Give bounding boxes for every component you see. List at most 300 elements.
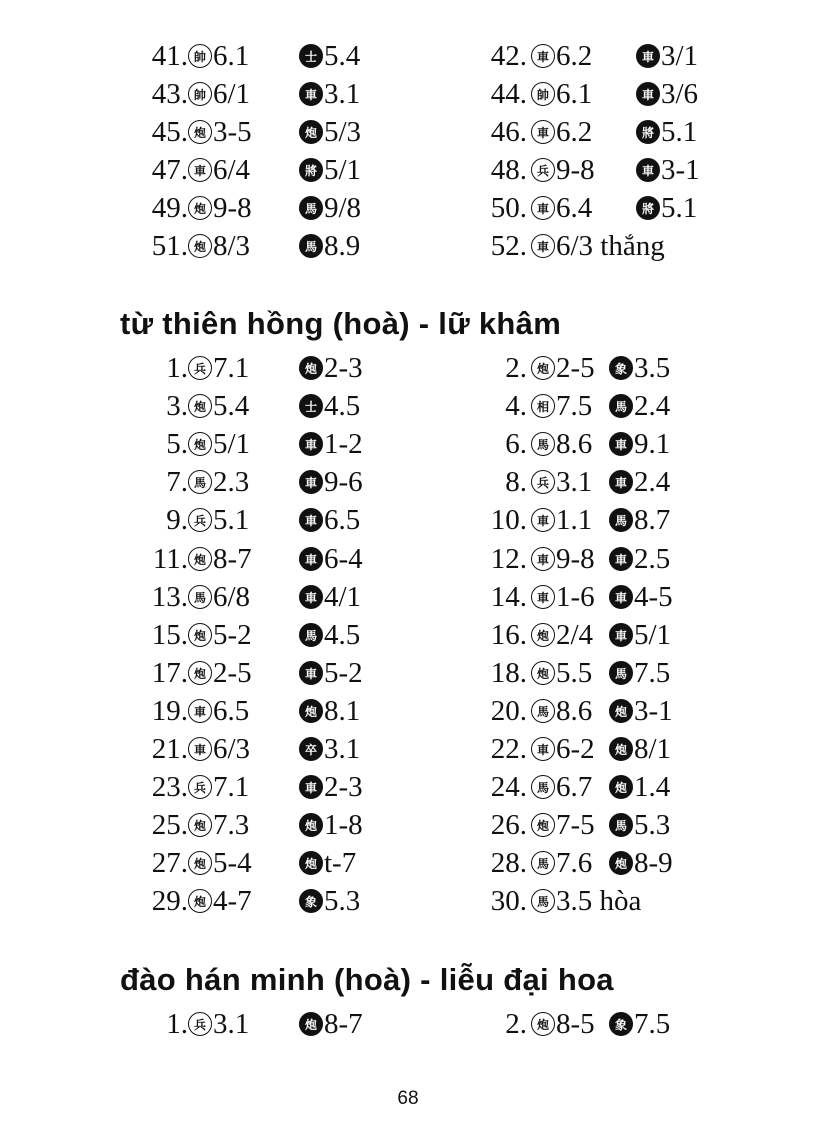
- black-move: [299, 464, 363, 500]
- black-move: [299, 731, 360, 767]
- move-number-text: 52.: [490, 230, 527, 262]
- red-move-notation: 1-6: [556, 580, 595, 613]
- black-piece-icon: 將: [636, 120, 660, 144]
- red-move-notation: 7.5: [556, 390, 593, 423]
- move-number: [457, 655, 527, 691]
- move-number-text: 8.: [505, 466, 527, 499]
- red-move-notation: 8-7: [213, 542, 252, 575]
- red-piece-icon: 炮: [531, 813, 555, 837]
- black-piece-icon: 車: [636, 158, 660, 182]
- black-move: [609, 1006, 670, 1042]
- move-number: [457, 845, 527, 881]
- move-number: [118, 114, 188, 150]
- black-move: [299, 617, 360, 653]
- red-move-notation: 9-8: [556, 154, 595, 186]
- move-number-text: 49.: [151, 192, 188, 224]
- black-piece-icon: 炮: [299, 120, 323, 144]
- red-piece-icon: 炮: [531, 623, 555, 647]
- move-number-text: 4.: [505, 390, 527, 423]
- move-number: [118, 845, 188, 881]
- move-number: [457, 579, 527, 615]
- red-move: [188, 190, 252, 226]
- move-number-text: 41.: [151, 40, 188, 72]
- black-move-notation: 9-6: [324, 466, 363, 499]
- black-piece-icon: 炮: [299, 813, 323, 837]
- red-piece-icon: 炮: [188, 661, 212, 685]
- move-number-text: 6.: [505, 428, 527, 461]
- move-number: [457, 883, 527, 919]
- move-number: [118, 1006, 188, 1042]
- move-number: [118, 807, 188, 843]
- red-move: [188, 426, 250, 462]
- black-move: [609, 579, 673, 615]
- move-number: [457, 76, 527, 112]
- red-piece-icon: 馬: [531, 889, 555, 913]
- black-piece-icon: 車: [609, 585, 633, 609]
- red-move: [188, 845, 252, 881]
- move-number-text: 44.: [490, 78, 527, 110]
- red-piece-icon: 車: [531, 120, 555, 144]
- red-piece-icon: 帥: [531, 82, 555, 106]
- red-move: [531, 769, 592, 805]
- red-piece-icon: 車: [188, 699, 212, 723]
- red-move-notation: 6-2: [556, 733, 595, 765]
- red-move: [188, 807, 249, 843]
- black-move-notation: 4.5: [324, 618, 361, 651]
- black-move: [299, 502, 360, 538]
- black-move: [609, 350, 670, 386]
- black-move: [636, 152, 700, 188]
- black-move: [609, 617, 671, 653]
- move-number-text: 19.: [151, 694, 188, 727]
- move-number-text: 48.: [490, 154, 527, 186]
- black-piece-icon: 車: [609, 432, 633, 456]
- black-move-notation: 6.5: [324, 504, 361, 537]
- red-move-notation: 2-5: [213, 656, 252, 689]
- red-move: [531, 541, 595, 577]
- red-move-notation: 6.1: [556, 78, 593, 110]
- black-move: [609, 769, 670, 805]
- red-piece-icon: 炮: [188, 234, 212, 258]
- red-piece-icon: 馬: [531, 851, 555, 875]
- red-piece-icon: 炮: [531, 356, 555, 380]
- black-move: [636, 76, 698, 112]
- black-piece-icon: 車: [299, 547, 323, 571]
- black-move-notation: 2.5: [634, 542, 671, 575]
- move-number-text: 27.: [151, 847, 188, 880]
- black-move-notation: 1-8: [324, 809, 363, 842]
- red-piece-icon: 炮: [188, 547, 212, 571]
- red-move-notation: 7.6: [556, 847, 593, 880]
- red-move-notation: 3.5 hòa: [556, 885, 642, 918]
- move-number-text: 15.: [151, 618, 188, 651]
- black-move-notation: 7.5: [634, 1008, 671, 1040]
- move-number: [118, 541, 188, 577]
- red-move: [188, 769, 249, 805]
- red-move: [531, 502, 592, 538]
- red-move: [531, 731, 595, 767]
- black-move: [299, 388, 360, 424]
- move-number-text: 42.: [490, 40, 527, 72]
- move-number-text: 13.: [151, 580, 188, 613]
- move-number: [457, 1006, 527, 1042]
- black-piece-icon: 卒: [299, 737, 323, 761]
- black-move-notation: 5/1: [324, 154, 362, 186]
- red-move-notation: 8/3: [213, 230, 251, 262]
- black-move: [299, 541, 363, 577]
- red-move-notation: 7.1: [213, 771, 250, 804]
- black-move-notation: 3/6: [661, 78, 699, 110]
- red-piece-icon: 馬: [188, 585, 212, 609]
- black-move-notation: 8-7: [324, 1008, 363, 1040]
- black-piece-icon: 馬: [609, 813, 633, 837]
- red-move-notation: 3.1: [213, 1008, 250, 1040]
- red-piece-icon: 車: [531, 737, 555, 761]
- black-piece-icon: 馬: [609, 394, 633, 418]
- black-move-notation: 5/3: [324, 116, 362, 148]
- red-move-notation: 9-8: [556, 542, 595, 575]
- red-move-notation: 5/1: [213, 428, 251, 461]
- black-piece-icon: 馬: [299, 234, 323, 258]
- black-move-notation: 1-2: [324, 428, 363, 461]
- red-move-notation: 5.4: [213, 390, 250, 423]
- black-move-notation: 5.1: [661, 192, 698, 224]
- move-number-text: 2.: [505, 352, 527, 384]
- black-move-notation: 4.5: [324, 390, 361, 423]
- move-number: [457, 731, 527, 767]
- red-piece-icon: 車: [531, 196, 555, 220]
- black-piece-icon: 象: [609, 356, 633, 380]
- red-move: [188, 502, 249, 538]
- red-move-notation: 3-5: [213, 116, 252, 148]
- move-number: [118, 502, 188, 538]
- red-move-notation: 5.5: [556, 656, 593, 689]
- black-piece-icon: 車: [299, 470, 323, 494]
- red-piece-icon: 車: [188, 158, 212, 182]
- red-move-notation: 4-7: [213, 885, 252, 918]
- move-number: [118, 579, 188, 615]
- black-move: [299, 38, 360, 74]
- move-number-text: 17.: [151, 656, 188, 689]
- game-heading: từ thiên hồng (hoà) - lữ khâm: [120, 306, 562, 341]
- black-move: [299, 1006, 363, 1042]
- black-move-notation: 8.9: [324, 230, 361, 262]
- black-move: [609, 731, 671, 767]
- move-number-text: 18.: [490, 656, 527, 689]
- black-move-notation: 4/1: [324, 580, 362, 613]
- move-number-text: 29.: [151, 885, 188, 918]
- move-number: [457, 502, 527, 538]
- move-number: [457, 807, 527, 843]
- move-number-text: 26.: [490, 809, 527, 842]
- black-piece-icon: 車: [299, 432, 323, 456]
- red-move-notation: 2.3: [213, 466, 250, 499]
- black-piece-icon: 車: [299, 661, 323, 685]
- move-number-text: 1.: [166, 352, 188, 384]
- black-move-notation: 8.7: [634, 504, 671, 537]
- move-number: [118, 76, 188, 112]
- move-number-text: 30.: [490, 885, 527, 918]
- red-move-notation: 7.1: [213, 352, 250, 384]
- red-move-notation: 1.1: [556, 504, 593, 537]
- red-move: [531, 1006, 595, 1042]
- red-piece-icon: 車: [188, 737, 212, 761]
- move-number-text: 11.: [152, 542, 188, 575]
- black-move-notation: 5.4: [324, 40, 361, 72]
- black-move: [609, 426, 670, 462]
- red-move: [531, 228, 665, 264]
- red-piece-icon: 炮: [531, 1012, 555, 1036]
- black-piece-icon: 車: [636, 44, 660, 68]
- red-move-notation: 6/8: [213, 580, 251, 613]
- red-move-notation: 6.4: [556, 192, 593, 224]
- black-piece-icon: 車: [609, 547, 633, 571]
- red-move-notation: 5-2: [213, 618, 252, 651]
- move-number: [457, 541, 527, 577]
- red-move: [188, 76, 250, 112]
- red-move-notation: 7-5: [556, 809, 595, 842]
- black-move-notation: 3-1: [661, 154, 700, 186]
- move-number: [457, 617, 527, 653]
- red-piece-icon: 車: [531, 547, 555, 571]
- black-move: [299, 769, 363, 805]
- move-number-text: 10.: [490, 504, 527, 537]
- red-piece-icon: 車: [531, 508, 555, 532]
- move-number-text: 16.: [490, 618, 527, 651]
- red-piece-icon: 炮: [188, 394, 212, 418]
- black-move-notation: 5/1: [634, 618, 672, 651]
- black-move-notation: 5-2: [324, 656, 363, 689]
- red-piece-icon: 帥: [188, 44, 212, 68]
- black-piece-icon: 士: [299, 44, 323, 68]
- red-piece-icon: 帥: [188, 82, 212, 106]
- move-number-text: 9.: [166, 504, 188, 537]
- red-move-notation: 5.1: [213, 504, 250, 537]
- red-move-notation: 6.1: [213, 40, 250, 72]
- black-piece-icon: 馬: [299, 623, 323, 647]
- black-piece-icon: 炮: [609, 737, 633, 761]
- move-number-text: 43.: [151, 78, 188, 110]
- move-number: [457, 152, 527, 188]
- red-move: [531, 426, 592, 462]
- red-move: [531, 114, 592, 150]
- black-move: [299, 350, 363, 386]
- black-move: [299, 655, 363, 691]
- black-piece-icon: 炮: [299, 851, 323, 875]
- move-number: [457, 190, 527, 226]
- game-heading: đào hán minh (hoà) - liễu đại hoa: [120, 962, 614, 997]
- black-move-notation: 5.1: [661, 116, 698, 148]
- black-piece-icon: 炮: [609, 699, 633, 723]
- black-move: [299, 883, 360, 919]
- move-number: [118, 426, 188, 462]
- move-number: [118, 731, 188, 767]
- move-number: [118, 464, 188, 500]
- red-move: [531, 693, 592, 729]
- move-number-text: 45.: [151, 116, 188, 148]
- move-number-text: 25.: [151, 809, 188, 842]
- red-move: [188, 655, 252, 691]
- black-move-notation: t-7: [324, 847, 357, 880]
- black-piece-icon: 象: [299, 889, 323, 913]
- black-move-notation: 8-9: [634, 847, 673, 880]
- move-number: [457, 38, 527, 74]
- move-number: [118, 388, 188, 424]
- black-move: [299, 579, 361, 615]
- red-piece-icon: 兵: [531, 470, 555, 494]
- move-number-text: 46.: [490, 116, 527, 148]
- black-move: [636, 114, 697, 150]
- black-move: [299, 807, 363, 843]
- black-move: [299, 190, 361, 226]
- black-piece-icon: 馬: [609, 508, 633, 532]
- move-number: [118, 152, 188, 188]
- red-move-notation: 6.7: [556, 771, 593, 804]
- black-piece-icon: 馬: [609, 661, 633, 685]
- black-piece-icon: 車: [299, 585, 323, 609]
- move-number: [457, 388, 527, 424]
- red-piece-icon: 兵: [188, 508, 212, 532]
- red-move-notation: 8-5: [556, 1008, 595, 1040]
- red-move: [531, 350, 595, 386]
- red-piece-icon: 兵: [531, 158, 555, 182]
- move-number-text: 12.: [490, 542, 527, 575]
- move-number: [118, 655, 188, 691]
- red-move: [188, 1006, 249, 1042]
- black-piece-icon: 炮: [609, 775, 633, 799]
- black-move-notation: 3/1: [661, 40, 699, 72]
- move-number-text: 20.: [490, 694, 527, 727]
- black-move-notation: 3-1: [634, 694, 673, 727]
- move-number: [118, 38, 188, 74]
- red-move: [531, 190, 592, 226]
- black-piece-icon: 炮: [299, 356, 323, 380]
- red-piece-icon: 馬: [188, 470, 212, 494]
- black-move-notation: 7.5: [634, 656, 671, 689]
- move-number: [457, 114, 527, 150]
- red-move: [188, 693, 249, 729]
- red-piece-icon: 炮: [188, 813, 212, 837]
- black-move-notation: 4-5: [634, 580, 673, 613]
- move-number-text: 23.: [151, 771, 188, 804]
- black-piece-icon: 炮: [299, 699, 323, 723]
- red-piece-icon: 炮: [188, 623, 212, 647]
- red-move: [531, 807, 595, 843]
- black-move-notation: 3.1: [324, 78, 361, 110]
- red-move: [188, 38, 249, 74]
- red-move: [531, 388, 592, 424]
- red-piece-icon: 馬: [531, 775, 555, 799]
- black-move: [609, 541, 670, 577]
- black-move-notation: 8.1: [324, 694, 361, 727]
- black-move: [609, 464, 670, 500]
- move-number: [118, 190, 188, 226]
- red-move: [531, 464, 592, 500]
- red-move: [531, 655, 592, 691]
- black-move-notation: 2.4: [634, 466, 671, 499]
- red-move-notation: 9-8: [213, 192, 252, 224]
- red-move: [188, 883, 252, 919]
- black-move-notation: 3.1: [324, 733, 361, 765]
- black-move-notation: 1.4: [634, 771, 671, 804]
- black-move-notation: 9/8: [324, 192, 362, 224]
- move-number-text: 3.: [166, 390, 188, 423]
- move-number-text: 50.: [490, 192, 527, 224]
- red-move-notation: 6/4: [213, 154, 251, 186]
- move-number: [118, 769, 188, 805]
- red-move-notation: 2-5: [556, 352, 595, 384]
- red-move-notation: 7.3: [213, 809, 250, 842]
- red-piece-icon: 馬: [531, 432, 555, 456]
- black-move: [299, 228, 360, 264]
- black-move: [609, 807, 670, 843]
- black-piece-icon: 車: [299, 508, 323, 532]
- red-move-notation: 8.6: [556, 428, 593, 461]
- move-number-text: 7.: [166, 466, 188, 499]
- red-piece-icon: 炮: [188, 196, 212, 220]
- move-number: [457, 464, 527, 500]
- black-move: [299, 152, 361, 188]
- move-number: [118, 350, 188, 386]
- red-piece-icon: 炮: [188, 432, 212, 456]
- black-piece-icon: 車: [609, 623, 633, 647]
- move-number: [457, 769, 527, 805]
- black-move: [609, 655, 670, 691]
- red-move: [188, 617, 252, 653]
- red-move: [531, 845, 592, 881]
- move-number-text: 14.: [490, 580, 527, 613]
- move-number-text: 1.: [166, 1008, 188, 1040]
- red-move: [531, 38, 592, 74]
- black-move-notation: 5.3: [634, 809, 671, 842]
- red-move: [188, 579, 250, 615]
- red-move: [188, 541, 252, 577]
- red-move-notation: 6.5: [213, 694, 250, 727]
- black-move: [636, 190, 697, 226]
- red-move: [188, 114, 252, 150]
- move-number-text: 2.: [505, 1008, 527, 1040]
- red-piece-icon: 車: [531, 585, 555, 609]
- red-move-notation: 3.1: [556, 466, 593, 499]
- black-piece-icon: 車: [609, 470, 633, 494]
- black-move: [609, 388, 670, 424]
- red-piece-icon: 炮: [188, 889, 212, 913]
- black-move: [299, 693, 360, 729]
- red-piece-icon: 車: [531, 234, 555, 258]
- black-piece-icon: 車: [636, 82, 660, 106]
- move-number: [118, 693, 188, 729]
- move-number: [457, 693, 527, 729]
- red-move-notation: 5-4: [213, 847, 252, 880]
- black-move-notation: 8/1: [634, 733, 672, 765]
- black-piece-icon: 炮: [299, 1012, 323, 1036]
- move-number: [118, 883, 188, 919]
- red-move: [188, 350, 249, 386]
- black-piece-icon: 將: [636, 196, 660, 220]
- black-piece-icon: 炮: [609, 851, 633, 875]
- red-move: [188, 228, 250, 264]
- move-number: [118, 228, 188, 264]
- red-move: [188, 731, 250, 767]
- red-piece-icon: 炮: [188, 120, 212, 144]
- red-piece-icon: 兵: [188, 1012, 212, 1036]
- red-move: [188, 464, 249, 500]
- black-move: [299, 426, 363, 462]
- move-number-text: 47.: [151, 154, 188, 186]
- red-move-notation: 6/3: [213, 733, 251, 765]
- red-move: [531, 617, 593, 653]
- black-move: [609, 845, 673, 881]
